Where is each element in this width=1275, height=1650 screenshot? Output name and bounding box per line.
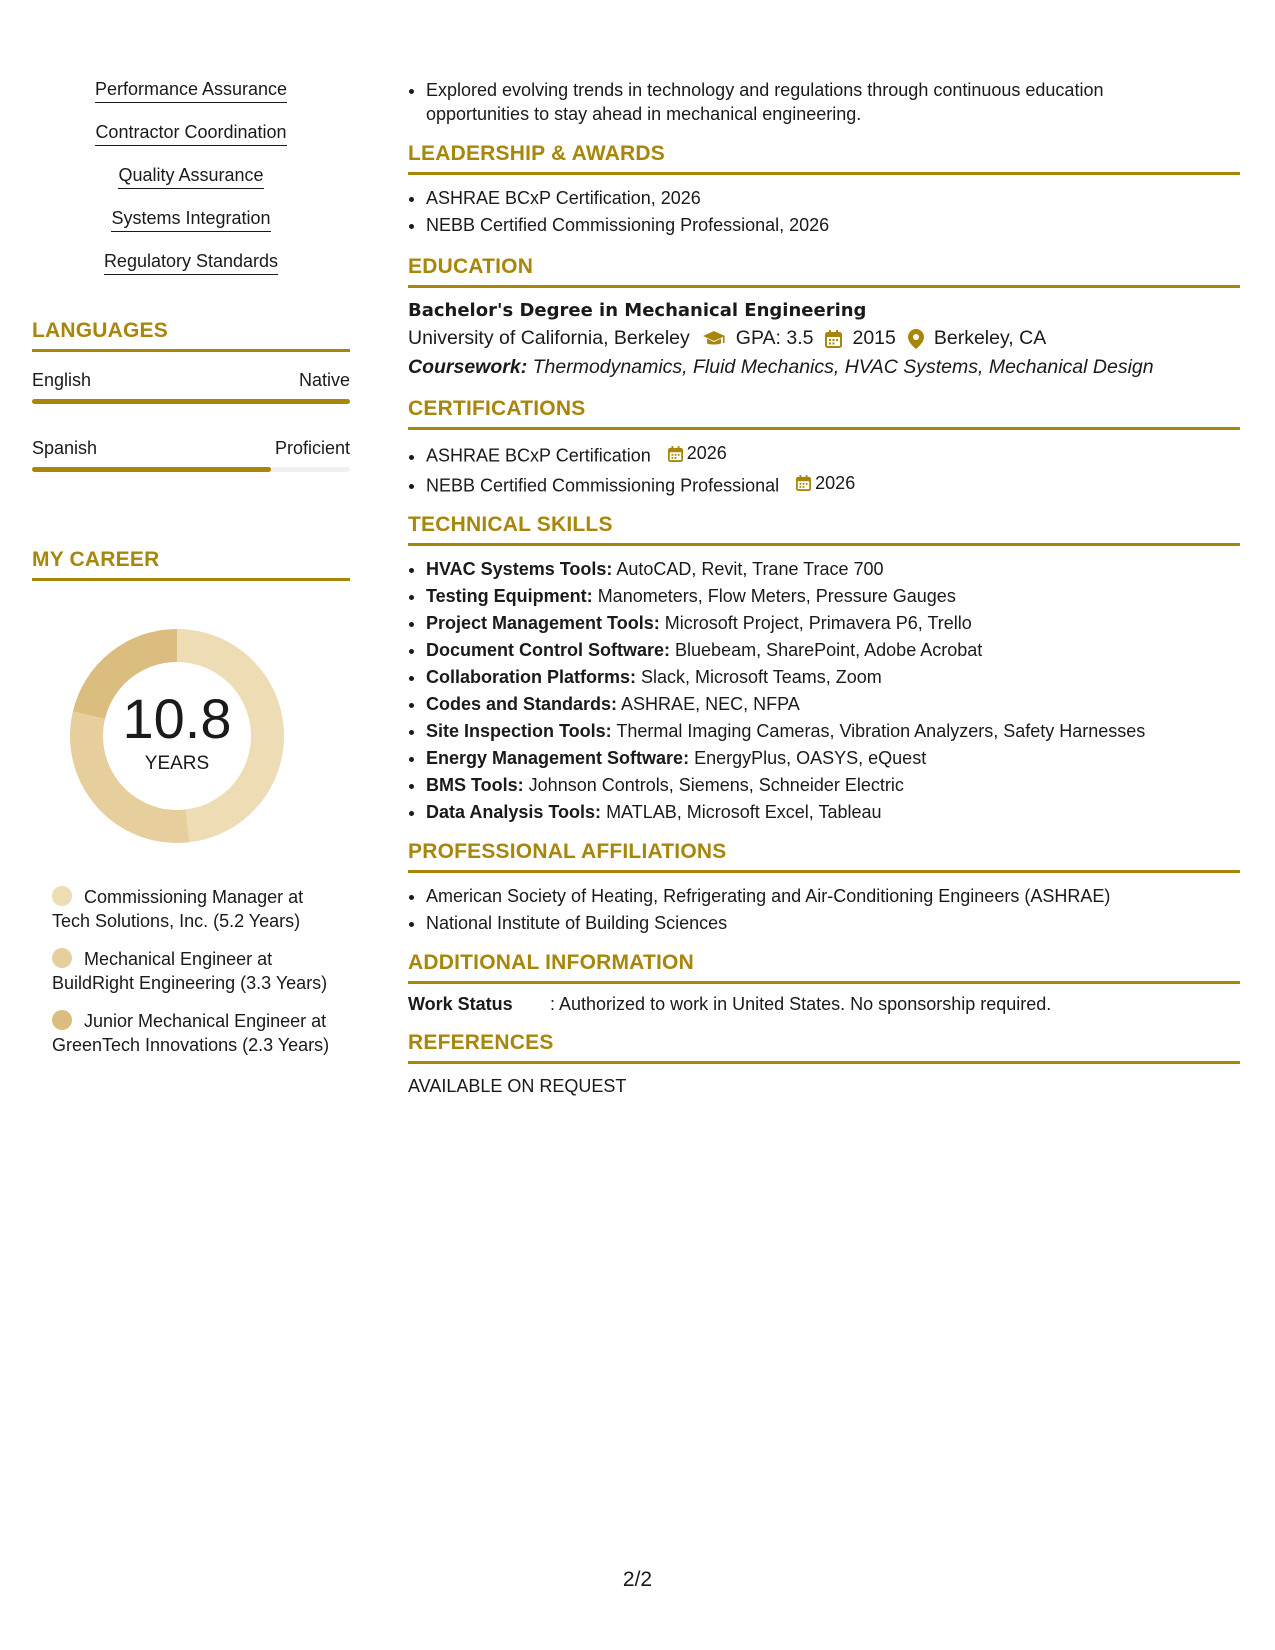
career-title: MY CAREER — [32, 548, 350, 581]
left-column — [32, 78, 350, 1071]
technical-skill-value: Johnson Controls, Siemens, Schneider Electric — [528, 775, 904, 795]
technical-skill-label: Collaboration Platforms: — [426, 667, 637, 687]
legend-swatch — [52, 886, 72, 906]
experience-continued-list — [408, 78, 1240, 126]
coursework-label: Coursework: — [408, 356, 528, 378]
technical-skill-value: ASHRAE, NEC, NFPA — [621, 694, 800, 714]
references-text: AVAILABLE ON REQUEST — [408, 1076, 627, 1096]
work-status-value: : Authorized to work in United States. No sponsorship required. — [550, 994, 1052, 1014]
certification-year: 2026 — [815, 472, 856, 493]
career-legend — [52, 885, 332, 1057]
language-bar-fill — [32, 399, 350, 404]
certification-name: ASHRAE BCxP Certification — [426, 445, 651, 466]
technical-skill-label: Data Analysis Tools: — [426, 802, 602, 822]
affiliations-section — [408, 840, 1240, 937]
graduation-cap-icon — [702, 330, 726, 348]
technical-skill-value: AutoCAD, Revit, Trane Trace 700 — [616, 559, 884, 579]
award-item: • ASHRAE BCxP Certification, 2026 — [426, 185, 1240, 212]
certification-item — [426, 470, 1240, 500]
technical-skill-item — [426, 691, 1240, 718]
calendar-icon — [796, 475, 811, 491]
affiliations-title: PROFESSIONAL AFFILIATIONS — [408, 840, 1240, 873]
certification-item — [426, 440, 1240, 470]
technical-skill-value: Slack, Microsoft Teams, Zoom — [641, 667, 882, 687]
experience-bullet: • Explored evolving trends in technology and regulations through continuous education opportunities to stay ahead in mechanical engineering. — [426, 78, 1160, 126]
school-location: Berkeley, CA — [933, 327, 1047, 349]
legend-entry — [52, 1009, 332, 1057]
technical-skill-label: Document Control Software: — [426, 640, 671, 660]
career-donut-chart — [62, 621, 292, 851]
donut-center — [62, 621, 292, 851]
affiliation-item: • American Society of Heating, Refrigerating and Air-Conditioning Engineers (ASHRAE) — [426, 883, 1240, 910]
right-column — [408, 78, 1240, 1107]
skill-tag: Contractor Coordination — [32, 121, 350, 146]
certifications-title: CERTIFICATIONS — [408, 397, 1240, 430]
calendar-icon — [668, 446, 683, 462]
technical-skill-item — [426, 610, 1240, 637]
legend-entry — [52, 947, 332, 995]
technical-skills-title: TECHNICAL SKILLS — [408, 513, 1240, 546]
technical-skill-item — [426, 556, 1240, 583]
legend-swatch — [52, 1010, 72, 1030]
additional-info-section — [408, 951, 1240, 1015]
degree: Bachelor's Degree in Mechanical Engineering — [408, 300, 867, 321]
technical-skill-item — [426, 664, 1240, 691]
technical-skill-value: Microsoft Project, Primavera P6, Trello — [664, 613, 972, 633]
technical-skill-item — [426, 745, 1240, 772]
career-total-years: 10.8 — [122, 687, 232, 750]
education-details — [408, 327, 1240, 350]
language-bar-fill — [32, 467, 271, 472]
career-section — [32, 548, 350, 1057]
coursework-list: Thermodynamics, Fluid Mechanics, HVAC Systems, Mechanical Design — [532, 356, 1154, 378]
technical-skill-label: Codes and Standards: — [426, 694, 618, 714]
school: University of California, Berkeley — [408, 327, 690, 349]
certification-year: 2026 — [686, 443, 727, 463]
technical-skill-item — [426, 718, 1240, 745]
technical-skills-section — [408, 513, 1240, 826]
references-title: REFERENCES — [408, 1031, 1240, 1064]
graduation-year: 2015 — [852, 327, 896, 349]
legend-label: Junior Mechanical Engineer at GreenTech Innovations (2.3 Years) — [52, 1011, 330, 1055]
languages-section — [32, 319, 350, 472]
skill-tag: Quality Assurance — [32, 164, 350, 189]
technical-skill-item — [426, 583, 1240, 610]
leadership-title: LEADERSHIP & AWARDS — [408, 142, 1240, 175]
legend-swatch — [52, 948, 72, 968]
language-name: English — [32, 370, 92, 390]
skill-tags — [32, 78, 350, 275]
gpa: GPA: 3.5 — [735, 327, 814, 349]
legend-label: Commissioning Manager at Tech Solutions, Inc. (5.2 Years) — [52, 887, 304, 931]
affiliation-item: • National Institute of Building Sciences — [426, 910, 1240, 937]
award-item: • NEBB Certified Commissioning Professional, 2026 — [426, 212, 1240, 239]
education-section — [408, 255, 1240, 379]
calendar-icon — [825, 330, 842, 348]
technical-skill-label: BMS Tools: — [426, 775, 524, 795]
career-years-unit: YEARS — [144, 753, 210, 774]
location-pin-icon — [908, 329, 924, 349]
certifications-section — [408, 397, 1240, 499]
technical-skill-label: Testing Equipment: — [426, 586, 593, 606]
skill-tag: Performance Assurance — [32, 78, 350, 103]
work-status-label: Work Status — [408, 994, 513, 1014]
technical-skill-label: Site Inspection Tools: — [426, 721, 612, 741]
technical-skill-value: MATLAB, Microsoft Excel, Tableau — [606, 802, 882, 822]
technical-skill-value: Thermal Imaging Cameras, Vibration Analyzers, Safety Harnesses — [616, 721, 1146, 741]
technical-skill-item — [426, 772, 1240, 799]
leadership-section — [408, 142, 1240, 239]
technical-skill-value: Bluebeam, SharePoint, Adobe Acrobat — [675, 640, 983, 660]
legend-label: Mechanical Engineer at BuildRight Engineering (3.3 Years) — [52, 949, 328, 993]
certification-name: NEBB Certified Commissioning Professional — [426, 475, 780, 495]
technical-skill-item — [426, 637, 1240, 664]
technical-skill-label: Energy Management Software: — [426, 748, 690, 768]
legend-entry — [52, 885, 332, 933]
language-level: Native — [298, 370, 350, 390]
page-number: 2/2 — [622, 1568, 653, 1591]
technical-skill-label: HVAC Systems Tools: — [426, 559, 613, 579]
languages-title: LANGUAGES — [32, 319, 350, 352]
additional-info-title: ADDITIONAL INFORMATION — [408, 951, 1240, 984]
education-title: EDUCATION — [408, 255, 1240, 288]
language-name: Spanish — [32, 438, 98, 458]
technical-skills-list — [408, 556, 1240, 826]
technical-skill-item — [426, 799, 1240, 826]
language-bar — [32, 467, 350, 472]
language-bar — [32, 399, 350, 404]
skill-tag: Systems Integration — [32, 207, 350, 232]
technical-skill-value: EnergyPlus, OASYS, eQuest — [694, 748, 927, 768]
technical-skill-label: Project Management Tools: — [426, 613, 660, 633]
skill-tag: Regulatory Standards — [32, 250, 350, 275]
technical-skill-value: Manometers, Flow Meters, Pressure Gauges — [597, 586, 956, 606]
language-item — [32, 438, 350, 472]
language-level: Proficient — [274, 438, 350, 458]
work-status-row — [408, 994, 1240, 1015]
language-item — [32, 370, 350, 404]
coursework — [408, 356, 1240, 379]
references-section — [408, 1031, 1240, 1097]
